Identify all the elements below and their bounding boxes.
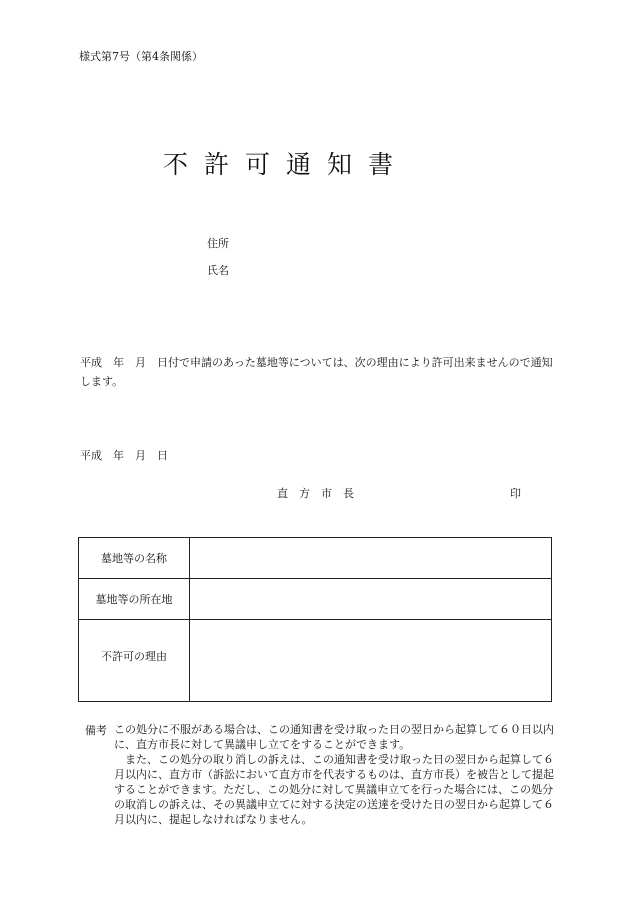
- cemetery-name-label: 墓地等の名称: [79, 538, 190, 579]
- notification-body: 平成 年 月 日付で申請のあった墓地等については、次の理由により許可出来ませんので通知します。: [80, 356, 553, 388]
- issue-date: 平成 年 月 日: [80, 449, 168, 462]
- denial-reason-value: [190, 620, 552, 702]
- name-label: 氏名: [207, 264, 229, 277]
- cemetery-location-value: [190, 579, 552, 620]
- address-label: 住所: [207, 237, 229, 250]
- cemetery-location-label: 墓地等の所在地: [79, 579, 190, 620]
- table-row: [79, 620, 552, 702]
- table-row: [79, 579, 552, 620]
- seal-mark: 印: [510, 487, 521, 500]
- notes-paragraph-1: この処分に不服がある場合は、この通知書を受け取った日の翌日から起算して６０日以内に、直方市長に対して異議申し立てをすることができます。: [114, 723, 554, 751]
- details-table: [78, 537, 552, 702]
- form-number: 様式第7号（第4条関係）: [79, 50, 203, 63]
- cemetery-name-value: [190, 538, 552, 579]
- notes-label: 備考: [85, 724, 107, 737]
- table-row: [79, 538, 552, 579]
- issuer-name: 直 方 市 長: [277, 487, 354, 500]
- notes-paragraph-2: また、この処分の取り消しの訴えは、この通知書を受け取った日の翌日から起算して６月以内に、直方市（訴訟において直方市を代表するものは、直方市長）を被告として提起することができます。ただし、この処分に対して異議申立てを行った場合には、この処分の取消しの訴えは、その異議申立てに対する決定の送達を受けた日の翌日から起算して６月以内に、提起しなければなりません。: [114, 753, 554, 826]
- document-title: 不許可通知書: [163, 150, 410, 179]
- denial-reason-label: 不許可の理由: [79, 620, 190, 702]
- notes-section: [114, 722, 554, 827]
